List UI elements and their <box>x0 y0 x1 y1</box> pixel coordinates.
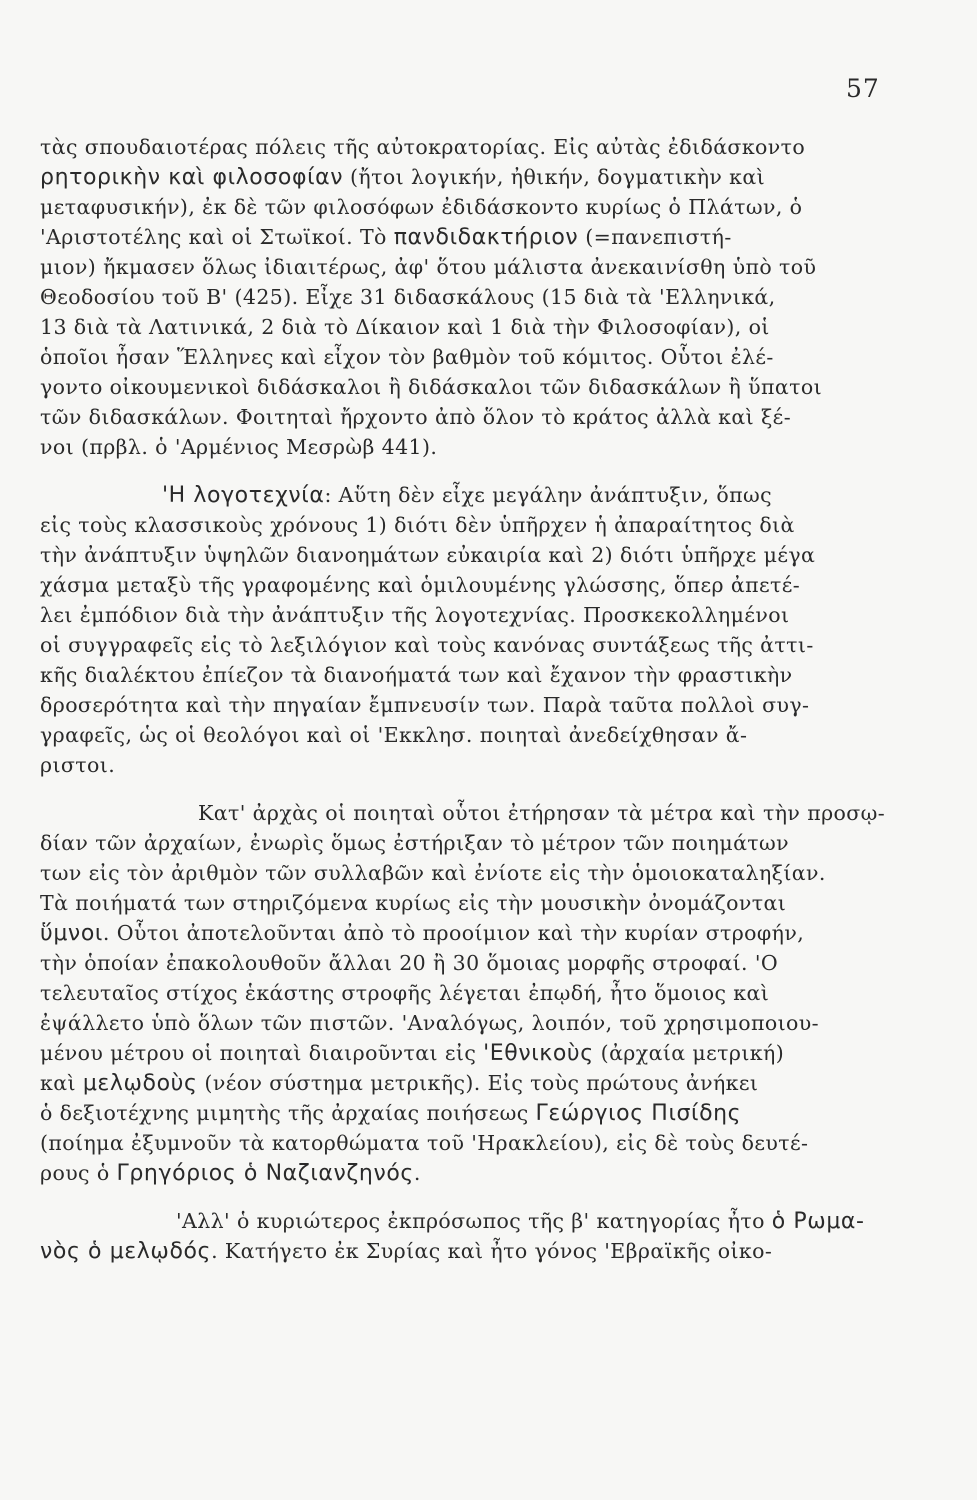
highlighted-term: πανδιδακτήριον <box>393 225 579 250</box>
text-line <box>40 690 945 720</box>
highlighted-term: ὁ Ρωμα- <box>771 1209 865 1234</box>
text-span: ὁ δεξιοτέχνης μιμητὴς τῆς ἀρχαίας ποιήσεως <box>40 1101 536 1125</box>
text-span: Κατ' ἀρχὰς οἱ ποιηταὶ οὗτοι ἐτήρησαν τὰ μέτρα καὶ τὴν προσῳ- <box>198 801 886 825</box>
text-span: (ἤτοι λογικήν, ἠθικήν, δογματικὴν καὶ <box>343 165 766 189</box>
text-line <box>40 1068 945 1098</box>
text-span: . Οὗτοι ἀποτελοῦνται ἀπὸ τὸ προοίμιον καὶ τὴν κυρίαν στροφήν, <box>102 921 805 945</box>
text-span: των εἰς τὸν ἀριθμὸν τῶν συλλαβῶν καὶ ἐνίοτε εἰς τὴν ὁμοιοκαταληξίαν. <box>40 861 826 885</box>
text-span: (=πανεπιστή- <box>578 225 732 249</box>
text-span: νοι (πρβλ. ὁ 'Αρμένιος Μεσρὼβ 441). <box>40 435 438 459</box>
text-span: (νέον σύστημα μετρικῆς). Εἰς τοὺς πρώτους ἀνήκει <box>197 1071 759 1095</box>
text-span: Τὰ ποιήματά των στηριζόμενα κυρίως εἰς τὴν μουσικὴν ὀνομάζονται <box>40 891 787 915</box>
text-span: γοντο οἰκουμενικοὶ διδάσκαλοι ἢ διδάσκαλοι τῶν διδασκάλων ἢ ὕπατοι <box>40 375 823 399</box>
text-span: τὴν ἀνάπτυξιν ὑψηλῶν διανοημάτων εὐκαιρία καὶ 2) διότι ὑπῆρχε μέγα <box>40 543 816 567</box>
text-line <box>40 312 945 342</box>
text-line <box>40 1038 945 1068</box>
text-span: οἱ συγγραφεῖς εἰς τὸ λεξιλόγιον καὶ τοὺς κανόνας συντάξεως τῆς ἀττι- <box>40 633 814 657</box>
text-line <box>40 402 945 432</box>
text-span: . <box>413 1161 421 1185</box>
text-span: (ποίημα ἐξυμνοῦν τὰ κατορθώματα τοῦ 'Ηρακλείου), εἰς δὲ τοὺς δευτέ- <box>40 1131 809 1155</box>
text-line <box>40 222 945 252</box>
text-line <box>40 888 945 918</box>
text-line <box>40 132 945 162</box>
text-line <box>40 948 945 978</box>
text-line <box>40 978 945 1008</box>
text-span: 'Αριστοτέλης καὶ οἱ Στωϊκοί. Τὸ <box>40 225 394 249</box>
text-line <box>40 1128 945 1158</box>
text-line <box>40 540 945 570</box>
text-span: τελευταῖος στίχος ἑκάστης στροφῆς λέγεται ἐπῳδή, ἦτο ὅμοιος καὶ <box>40 981 770 1005</box>
text-line <box>40 570 945 600</box>
text-span: κῆς διαλέκτου ἐπίεζον τὰ διανοήματά των καὶ ἔχανον τὴν φραστικὴν <box>40 663 793 687</box>
text-span: 13 διὰ τὰ Λατινικά, 2 διὰ τὸ Δίκαιον καὶ 1 διὰ τὴν Φιλοσοφίαν), οἱ <box>40 315 770 339</box>
text-span: λει ἐμπόδιον διὰ τὴν ἀνάπτυξιν τῆς λογοτεχνίας. Προσκεκολλημένοι <box>40 603 790 627</box>
text-span: ρους ὁ <box>40 1161 117 1185</box>
text-line <box>40 1158 945 1188</box>
text-span: (ἀρχαία μετρική) <box>593 1041 785 1065</box>
text-line <box>40 1206 945 1236</box>
text-span: . Κατήγετο ἐκ Συρίας καὶ ἦτο γόνος 'Εβραϊκῆς οἰκο- <box>211 1239 773 1263</box>
text-line <box>40 630 945 660</box>
text-line <box>40 1098 945 1128</box>
text-span: Θεοδοσίου τοῦ Β' (425). Εἶχε 31 διδασκάλους (15 διὰ τὰ 'Ελληνικά, <box>40 285 776 309</box>
highlighted-term: 'Η λογοτεχνία <box>162 483 325 508</box>
text-line <box>40 510 945 540</box>
text-line <box>40 858 945 888</box>
text-span: καὶ <box>40 1071 83 1095</box>
highlighted-term: 'Εθνικοὺς <box>483 1041 594 1066</box>
text-line <box>40 600 945 630</box>
text-span: ἐψάλλετο ὑπὸ ὅλων τῶν πιστῶν. 'Αναλόγως, λοιπόν, τοῦ χρησιμοποιου- <box>40 1011 819 1035</box>
text-line <box>40 372 945 402</box>
text-line <box>40 342 945 372</box>
text-span: γραφεῖς, ὡς οἱ θεολόγοι καὶ οἱ 'Εκκλησ. ποιηταὶ ἀνεδείχθησαν ἄ- <box>40 723 748 747</box>
text-span: τὴν ὁποίαν ἐπακολουθοῦν ἄλλαι 20 ἢ 30 ὅμοιας μορφῆς στροφαί. 'Ο <box>40 951 779 975</box>
text-line <box>40 918 945 948</box>
text-line <box>40 1008 945 1038</box>
text-line <box>40 252 945 282</box>
text-line <box>40 192 945 222</box>
text-line <box>40 1236 945 1266</box>
text-span: 'Αλλ' ὁ κυριώτερος ἐκπρόσωπος τῆς β' κατηγορίας ἦτο <box>176 1209 772 1233</box>
text-span: μιον) ἤκμασεν ὅλως ἰδιαιτέρως, ἀφ' ὅτου μάλιστα ἀνεκαινίσθη ὑπὸ τοῦ <box>40 255 817 279</box>
highlighted-term: ρητορικὴν καὶ φιλοσοφίαν <box>40 165 344 190</box>
page-number: 57 <box>846 74 880 103</box>
highlighted-term: νὸς ὁ μελῳδός <box>40 1239 212 1264</box>
text-span: δίαν τῶν ἀρχαίων, ἐνωρὶς ὅμως ἐστήριξαν τὸ μέτρον τῶν ποιημάτων <box>40 831 790 855</box>
text-line <box>40 720 945 750</box>
text-line <box>40 798 945 828</box>
text-span: : Αὕτη δὲν εἶχε μεγάλην ἀνάπτυξιν, ὅπως <box>324 483 772 507</box>
text-line <box>40 432 945 462</box>
text-line <box>40 660 945 690</box>
text-line <box>40 480 945 510</box>
text-span: τὰς σπουδαιοτέρας πόλεις τῆς αὐτοκρατορίας. Εἰς αὐτὰς ἐδιδάσκοντο <box>40 135 806 159</box>
body-text <box>40 132 945 1266</box>
highlighted-term: Γρηγόριος ὁ Ναζιανζηνός <box>116 1161 414 1186</box>
highlighted-term: μελῳδοὺς <box>82 1071 198 1096</box>
highlighted-term: ὕμνοι <box>40 921 103 946</box>
text-span: μεταφυσικήν), ἐκ δὲ τῶν φιλοσόφων ἐδιδάσκοντο κυρίως ὁ Πλάτων, ὁ <box>40 195 803 219</box>
text-line <box>40 750 945 780</box>
text-line <box>40 828 945 858</box>
text-line <box>40 162 945 192</box>
text-span: δροσερότητα καὶ τὴν πηγαίαν ἔμπνευσίν των. Παρὰ ταῦτα πολλοὶ συγ- <box>40 693 810 717</box>
text-line <box>40 282 945 312</box>
highlighted-term: Γεώργιος Πισίδης <box>535 1101 742 1126</box>
text-span: χάσμα μεταξὺ τῆς γραφομένης καὶ ὁμιλουμένης γλώσσης, ὅπερ ἀπετέ- <box>40 573 801 597</box>
text-span: ριστοι. <box>40 753 116 777</box>
text-span: μένου μέτρου οἱ ποιηταὶ διαιροῦνται εἰς <box>40 1041 484 1065</box>
text-span: τῶν διδασκάλων. Φοιτηταὶ ἤρχοντο ἀπὸ ὅλον τὸ κράτος ἀλλὰ καὶ ξέ- <box>40 405 792 429</box>
text-span: εἰς τοὺς κλασσικοὺς χρόνους 1) διότι δὲν ὑπῆρχεν ἡ ἀπαραίτητος διὰ <box>40 513 795 537</box>
text-span: ὁποῖοι ἦσαν Ἕλληνες καὶ εἶχον τὸν βαθμὸν τοῦ κόμιτος. Οὗτοι ἐλέ- <box>40 345 774 369</box>
